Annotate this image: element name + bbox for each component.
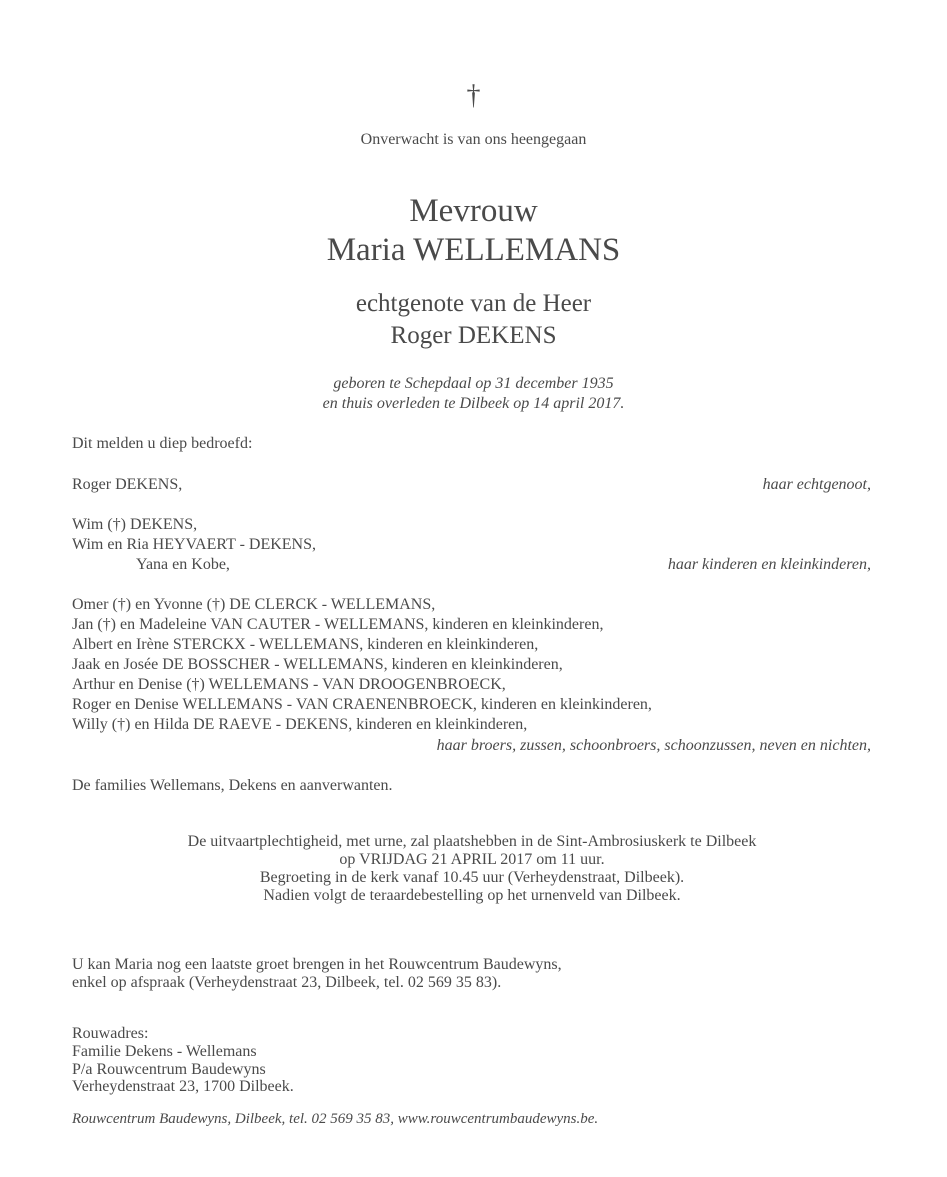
husband-name: Roger DEKENS, bbox=[72, 476, 183, 493]
address-line: Familie Dekens - Wellemans bbox=[72, 1043, 257, 1060]
child-line: Wim (†) DEKENS, bbox=[72, 516, 198, 533]
sibling-line: Albert en Irène STERCKX - WELLEMANS, kinderen en kleinkinderen, bbox=[72, 636, 539, 653]
siblings-role: haar broers, zussen, schoonbroers, schoonzussen, neven en nichten, bbox=[436, 737, 871, 754]
address-line: Verheydenstraat 23, 1700 Dilbeek. bbox=[72, 1078, 294, 1095]
footer-credit: Rouwcentrum Baudewyns, Dilbeek, tel. 02 569 35 83, www.rouwcentrumbaudewyns.be. bbox=[72, 1111, 599, 1127]
address-line: P/a Rouwcentrum Baudewyns bbox=[72, 1061, 266, 1078]
families-text: De families Wellemans, Dekens en aanverwanten. bbox=[72, 777, 393, 794]
ceremony-line: Nadien volgt de teraardebestelling op het urnenveld van Dilbeek. bbox=[263, 887, 681, 904]
cross-icon: † bbox=[466, 80, 481, 111]
death-info: en thuis overleden te Dilbeek op 14 april 2017. bbox=[322, 395, 625, 412]
sibling-line: Omer (†) en Yvonne (†) DE CLERCK - WELLEMANS, bbox=[72, 596, 436, 613]
grandchildren-line: Yana en Kobe, bbox=[136, 556, 230, 573]
visit-line: U kan Maria nog een laatste groet brengen in het Rouwcentrum Baudewyns, bbox=[72, 956, 562, 973]
announcement-text: Dit melden u diep bedroefd: bbox=[72, 435, 253, 452]
children-role: haar kinderen en kleinkinderen, bbox=[667, 556, 871, 573]
sibling-line: Roger en Denise WELLEMANS - VAN CRAENENBROECK, kinderen en kleinkinderen, bbox=[72, 696, 652, 713]
ceremony-line: op VRIJDAG 21 APRIL 2017 om 11 uur. bbox=[339, 851, 605, 868]
sibling-line: Jan (†) en Madeleine VAN CAUTER - WELLEMANS, kinderen en kleinkinderen, bbox=[72, 616, 604, 633]
spouse-name: Roger DEKENS bbox=[390, 322, 557, 349]
intro-text: Onverwacht is van ons heengegaan bbox=[360, 131, 587, 148]
deceased-name: Maria WELLEMANS bbox=[326, 232, 621, 268]
ceremony-line: Begroeting in de kerk vanaf 10.45 uur (Verheydenstraat, Dilbeek). bbox=[259, 869, 685, 886]
sibling-line: Arthur en Denise (†) WELLEMANS - VAN DROOGENBROECK, bbox=[72, 676, 506, 693]
spouse-label: echtgenote van de Heer bbox=[355, 290, 592, 317]
husband-role: haar echtgenoot, bbox=[762, 476, 871, 493]
sibling-line: Willy (†) en Hilda DE RAEVE - DEKENS, kinderen en kleinkinderen, bbox=[72, 716, 528, 733]
birth-info: geboren te Schepdaal op 31 december 1935 bbox=[333, 375, 614, 392]
sibling-line: Jaak en Josée DE BOSSCHER - WELLEMANS, kinderen en kleinkinderen, bbox=[72, 656, 563, 673]
deceased-title: Mevrouw bbox=[409, 193, 538, 229]
address-heading: Rouwadres: bbox=[72, 1025, 149, 1042]
ceremony-line: De uitvaartplechtigheid, met urne, zal plaatshebben in de Sint-Ambrosiuskerk te Dilbeek bbox=[187, 833, 757, 850]
visit-line: enkel op afspraak (Verheydenstraat 23, Dilbeek, tel. 02 569 35 83). bbox=[72, 974, 502, 991]
child-line: Wim en Ria HEYVAERT - DEKENS, bbox=[72, 536, 317, 553]
